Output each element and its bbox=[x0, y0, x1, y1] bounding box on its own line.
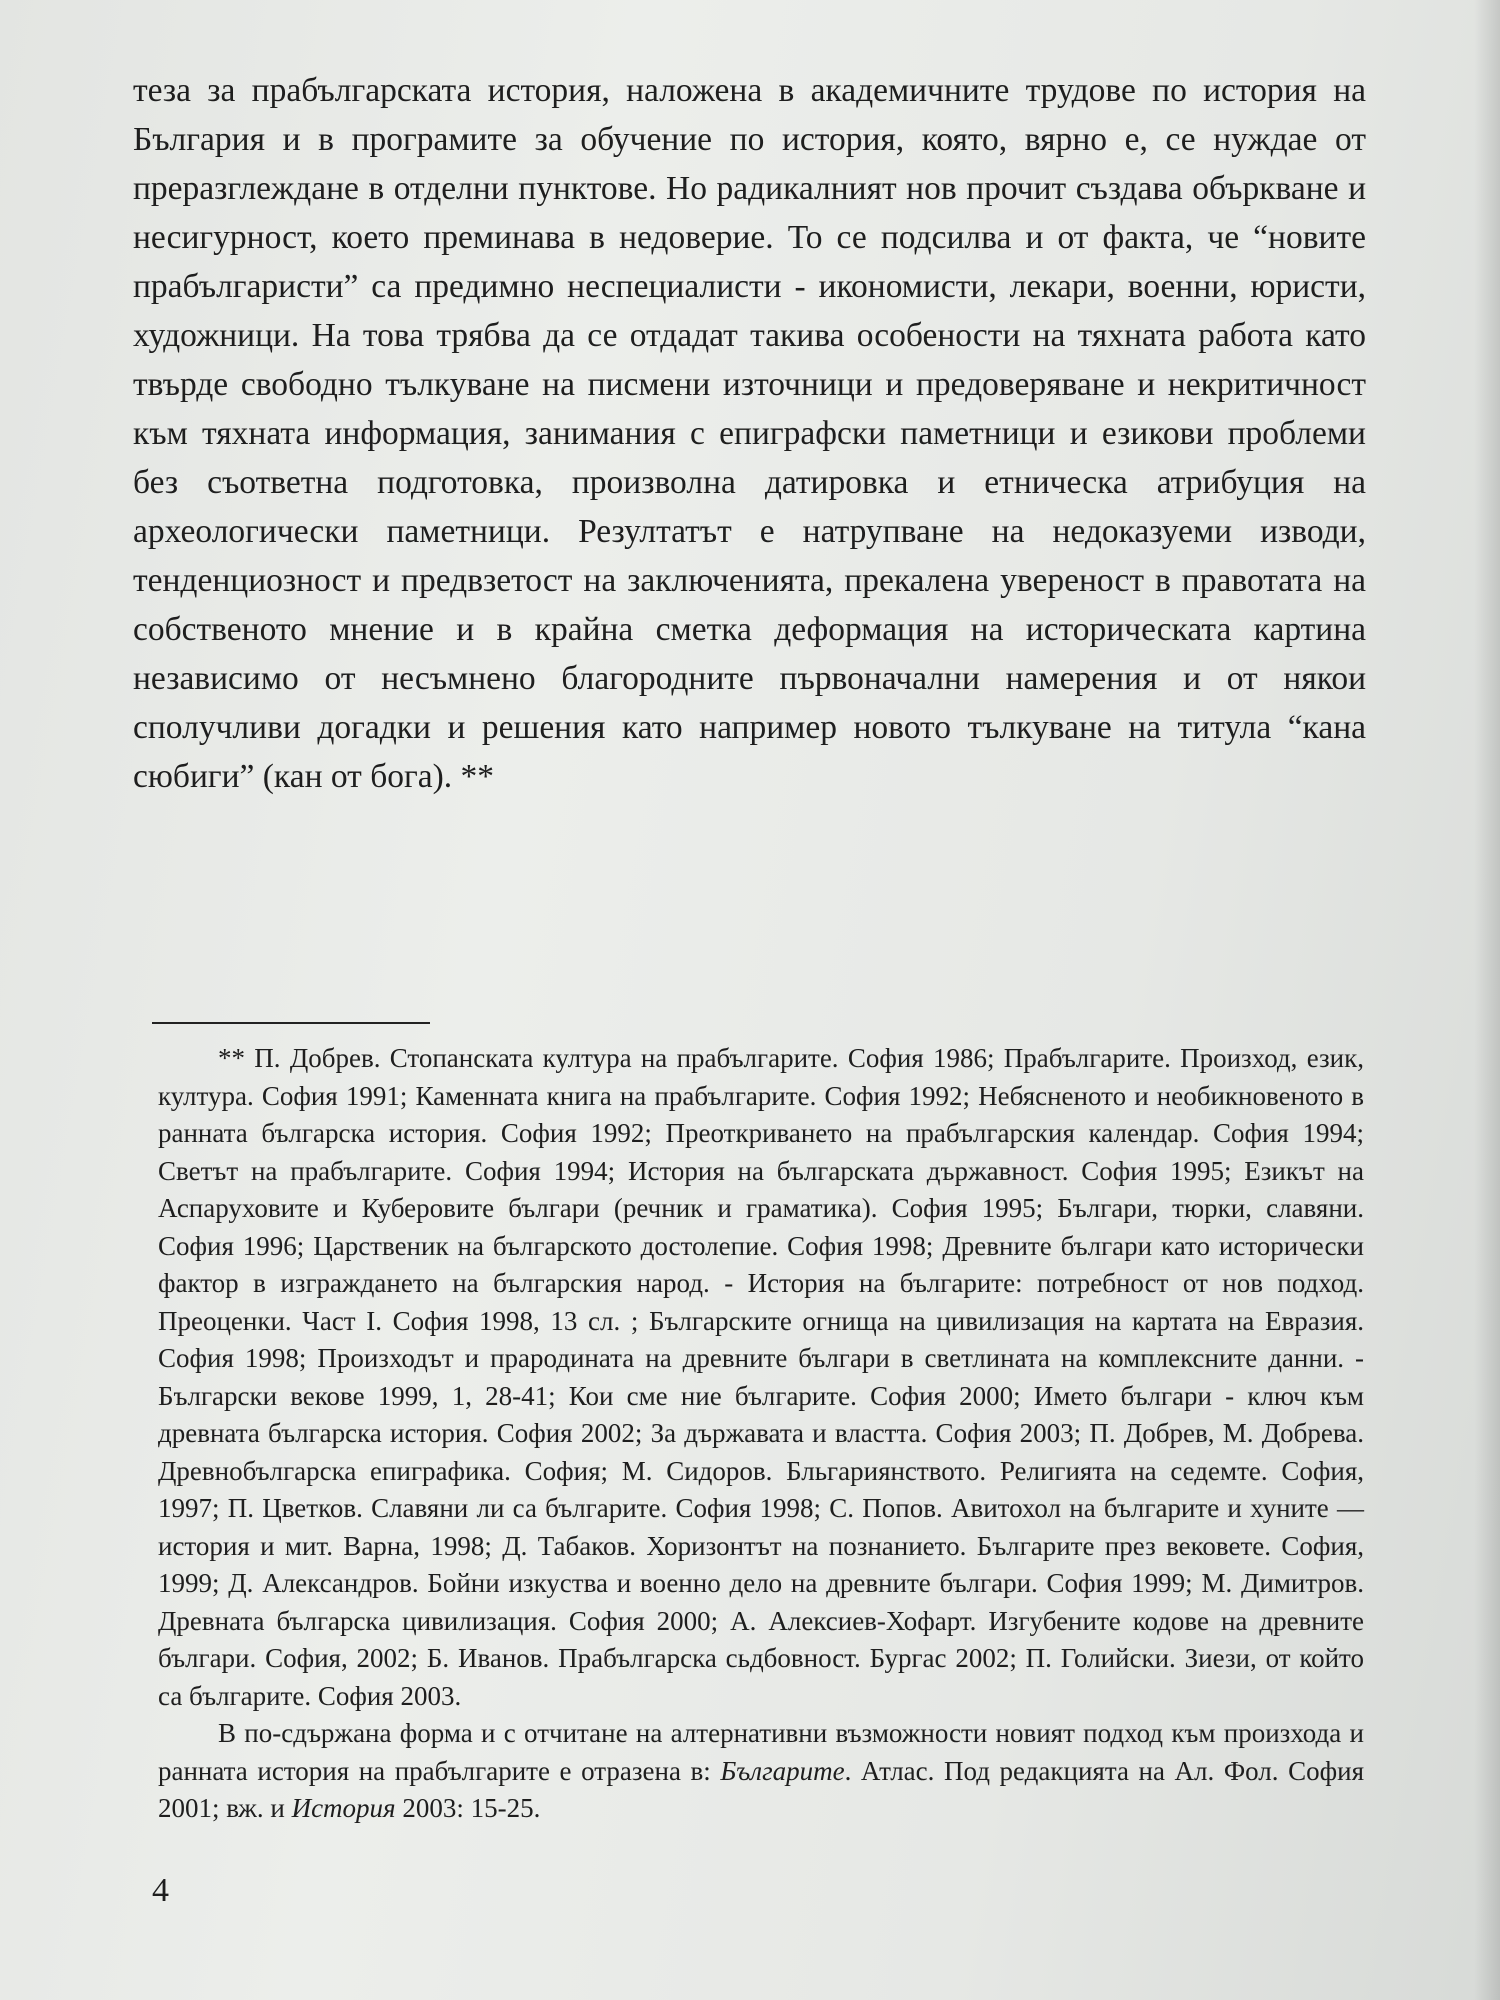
footnote-atlas-text-1: В по-сдържана форма и с отчитане на алтернативни възможности новият подход към произхода и ранната история на прабългарите е отразена в: bbox=[158, 1718, 1364, 1786]
footnote-atlas-text-3: 2003: 15-25. bbox=[395, 1793, 541, 1823]
footnote-atlas-text-2: . Атлас. Под редакцията на Ал. Фол. София 2001; вж. и bbox=[158, 1755, 1364, 1823]
footnote-atlas-title: Българите bbox=[720, 1755, 845, 1786]
page-edge-shadow bbox=[1474, 0, 1500, 2000]
main-text-block bbox=[133, 66, 1366, 801]
footnote-atlas-reference bbox=[158, 1715, 1364, 1828]
footnote-history-title: История bbox=[291, 1793, 396, 1823]
footnote-separator bbox=[152, 1022, 430, 1024]
main-paragraph: теза за прабългарската история, наложена в академичните трудове по история на България и в програмите за обучение по история, която, вярно е, се нуждае от преразглеждане в отделни пунктове. Но радикалният нов прочит създава объркване и несигурност, което преминава в недоверие. То се подсилва и от факта, че “новите прабългаристи” са предимно неспециалисти - икономисти, лекари, военни, юристи, художници. На това трябва да се отдадат такива особености на тяхната работа като твърде свободно тълкуване на писмени източници и предоверяване и некритичност към тяхната информация, занимания с епиграфски паметници и езикови проблеми без съответна подготовка, произволна датировка и етническа атрибуция на археологически паметници. Резултатът е натрупване на недоказуеми изводи, тенденциозност и предвзетост на заключенията, прекалена увереност в правотата на собственото мнение и в крайна сметка деформация на историческата картина независимо от несъмнено благородните първоначални намерения и от някои сполучливи догадки и решения като например новото тълкуване на титула “кана сюбиги” (кан от бога). ** bbox=[133, 72, 1366, 795]
footnotes-block bbox=[158, 1040, 1364, 1828]
page-number: 4 bbox=[152, 1872, 169, 1909]
footnote-bibliography: ** П. Добрев. Стопанската култура на прабългарите. София 1986; Прабългарите. Произход, език, култура. София 1991; Каменната книга на прабългарите. София 1992; Небясненото и необикновеното в ранната българска история. София 1992; Преоткриването на прабългарския календар. София 1994; Светът на прабългарите. София 1994; История на българската държавност. София 1995; Езикът на Аспаруховите и Куберовите българи (речник и граматика). София 1995; Българи, тюрки, славяни. София 1996; Царственик на българското достолепие. София 1998; Древните българи като исторически фактор в изграждането на българския народ. - История на българите: потребност от нов подход. Преоценки. Част I. София 1998, 13 сл. ; Българските огнища на цивилизация на картата на Евразия. София 1998; Произходът и прародината на древните българи в светлината на комплексните данни. - Български векове 1999, 1, 28-41; Кои сме ние българите. София 2000; Името българи - ключ към древната българска история. София 2002; За държавата и властта. София 2003; П. Добрев, М. Добрева. Древнобългарска епиграфика. София; М. Сидоров. Бльгариянството. Религията на седемте. София, 1997; П. Цветков. Славяни ли са българите. София 1998; С. Попов. Авитохол на българите и хуните — история и мит. Варна, 1998; Д. Табаков. Хоризонтът на познанието. Българите през вековете. София, 1999; Д. Александров. Бойни изкуства и военно дело на древните българи. София 1999; М. Димитров. Древната българска цивилизация. София 2000; А. Алексиев-Хофарт. Изгубените кодове на древните българи. София, 2002; Б. Иванов. Прабългарска сьдбовност. Бургас 2002; П. Голийски. Зиези, от който са българите. София 2003. bbox=[158, 1043, 1364, 1711]
